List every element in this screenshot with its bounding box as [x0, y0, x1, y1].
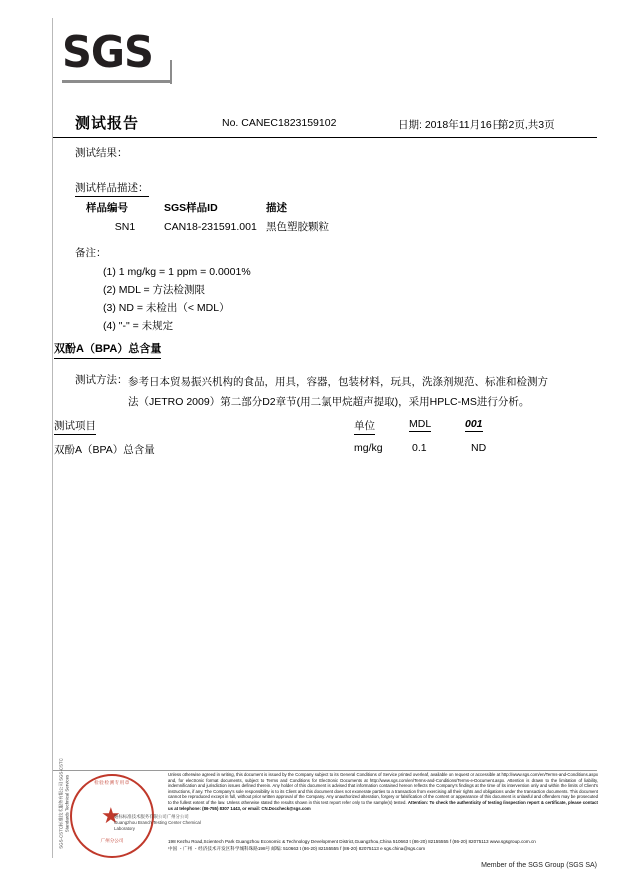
page-title: 测试报告: [75, 115, 140, 132]
bpa-section-heading: 双酚A（BPA）总含量: [54, 340, 161, 359]
sgs-logo-underline: [62, 80, 172, 83]
column-header-unit: 单位: [354, 418, 375, 435]
cell-test-item: 双酚A（BPA）总含量: [54, 444, 155, 456]
legal-verify-text: Attention: To check the authenticity of testing /inspection report & certificate, please contact us at telephone: (86-755) 8307 1443, or email: CN.Doccheck@sgs.com: [168, 799, 598, 811]
note-item: (4) "-" = 未规定: [103, 320, 174, 332]
results-label: 测试结果：: [75, 147, 128, 159]
cell-result-001: ND: [471, 442, 487, 454]
note-item: (1) 1 mg/kg = 1 ppm = 0.0001%: [103, 266, 251, 278]
column-header-description: 描述: [266, 202, 287, 214]
sample-description-label: 测试样品描述：: [75, 180, 149, 197]
cell-description: 黑色塑胶颗粒: [266, 221, 329, 233]
notes-list: [103, 263, 251, 335]
address-cn: 中国 ・广州 ・经济技术开发区科学城科珠路198号 邮编: 510663 t (86-20) 82155555 f (86-20) 82075113 e sgs.china@sgs.com: [168, 846, 426, 851]
results-row: [54, 442, 534, 460]
star-icon: ★: [101, 803, 121, 828]
column-header-sample-no: 样品编号: [86, 202, 128, 214]
bpa-results-table: [54, 418, 534, 460]
notes-label: 备注：: [75, 247, 107, 259]
header-divider: [53, 137, 597, 138]
left-margin-rule: [52, 18, 53, 858]
results-header-row: [54, 418, 534, 436]
cell-mdl: 0.1: [412, 442, 427, 454]
company-address: [168, 838, 598, 852]
address-en: 198 Kezhu Road,Scientech Park Guangzhou Economic & Technology Development District,Guangzhou,China 510663 t (86-20) 82155555 f (86-20) 82075113 www.sgsgroup.com.cn: [168, 839, 536, 844]
sgs-logo-tick: [170, 60, 172, 84]
cell-unit: mg/kg: [354, 442, 383, 454]
test-method-text: 参考日本贸易振兴机构的食品，用具，容器，包装材料，玩具，洗涤剂规范、标准和检测方法（JETRO 2009）第二部分D2章节(用二氯甲烷超声提取)，采用HPLC-MS进行分析。: [128, 376, 548, 408]
seal-right-line2: Guangzhou Branch Testing Center Chemical Laboratory: [114, 820, 201, 831]
column-header-test-item: 测试项目: [54, 418, 96, 435]
page-indicator: 第2页,共3页: [498, 119, 555, 131]
cell-sgs-id: CAN18-231591.001: [164, 220, 257, 233]
report-number: No. CANEC1823159102: [222, 117, 337, 129]
company-seal: [58, 758, 201, 858]
report-date: 日期: 2018年11月16日: [398, 119, 503, 131]
footer-divider: [53, 770, 597, 771]
note-item: (2) MDL = 方法检测限: [103, 284, 205, 296]
seal-right-text: [114, 814, 210, 832]
column-header-sample-001: 001: [465, 418, 483, 430]
note-item: (3) ND = 未检出（< MDL）: [103, 302, 230, 314]
column-header-mdl: MDL: [409, 418, 432, 430]
sgs-logo-text: SGS: [62, 27, 153, 78]
column-header-sgs-id: SGS样品ID: [164, 202, 218, 214]
legal-text: Unless otherwise agreed in writing, this document is issued by the Company subject to its General Conditions of Service printed overleaf, available on request or accessible at http://www.sgs.com/en/Terms-and-Conditions.aspx and, for electronic format documents, subject to Terms and Conditions for Electronic Documents at http://www.sgs.com/en/Terms-and-Conditions/Terms-e-Document.aspx. Attention is drawn to the limitation of liability, indemnification and jurisdiction issues defined therein. Any holder of this document is advised that information contained hereon reflects the Company's findings at the time of its intervention only and within the limits of Client's instructions, if any. The Company's sole responsibility is to its Client and this document does not exonerate parties to a transaction from exercising all their rights and obligations under the transaction documents. This document cannot be reproduced except in full, without prior written approval of the Company. Any unauthorized alteration, forgery or falsification of the content or appearance of this document is unlawful and offenders may be prosecuted to the fullest extent of the law. Unless otherwise stated the results shown in this test report refer only to the sample(s) tested.: [168, 772, 598, 805]
table-header-row: [86, 200, 416, 219]
sgs-logo: [62, 27, 182, 78]
seal-top-text: 检验检测专用章: [94, 780, 130, 785]
member-note: Member of the SGS Group (SGS SA): [481, 862, 597, 869]
legal-disclaimer: [168, 772, 598, 811]
seal-bottom-text: 广州分公司: [100, 838, 124, 843]
sample-description-table: [86, 200, 416, 234]
seal-left-text: SGS-CSTC标准技术服务有限公司 SGS-CSTC Standards Technical Services: [58, 758, 70, 849]
cell-sample-no: SN1: [114, 220, 136, 233]
table-row: [86, 219, 416, 234]
seal-right-line1: 通标标准技术服务有限公司广州分公司: [114, 814, 189, 819]
test-method-label: 测试方法：: [75, 374, 128, 386]
